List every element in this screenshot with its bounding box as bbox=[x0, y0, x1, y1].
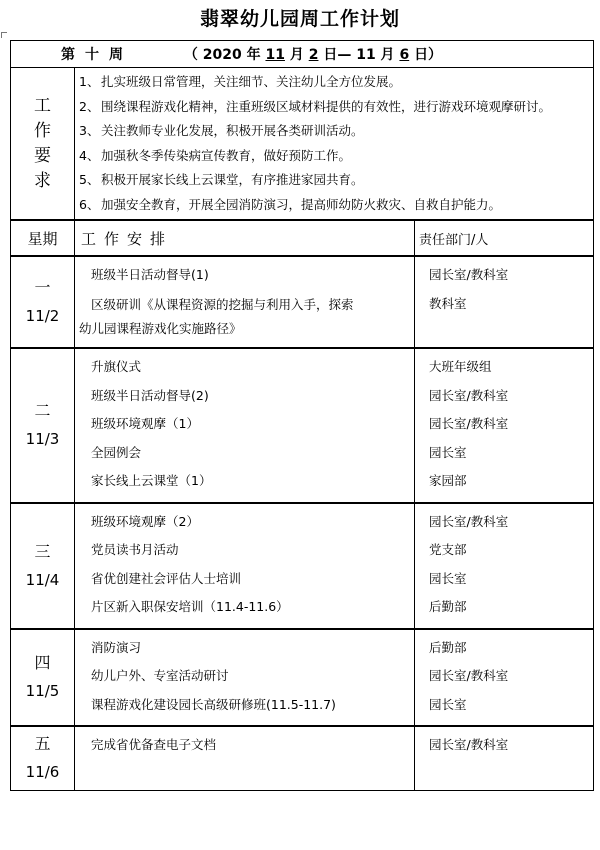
day-cell bbox=[11, 256, 75, 348]
date-month-start: 11 bbox=[265, 47, 285, 63]
week-row bbox=[11, 41, 594, 68]
date-year-char: 年 bbox=[246, 47, 261, 63]
corner-mark bbox=[1, 32, 7, 38]
date-close: 日） bbox=[414, 47, 443, 63]
dept-item: 后勤部 bbox=[429, 599, 467, 614]
task-item bbox=[79, 382, 412, 411]
requirement-text: 围绕课程游戏化精神，注重班级区域材料提供的有效性，进行游戏环境观摩研讨。 bbox=[101, 98, 552, 114]
schedule-header-row bbox=[11, 220, 594, 256]
day-row bbox=[11, 629, 594, 727]
day-cell bbox=[11, 726, 75, 790]
requirement-text: 积极开展家长线上云课堂，有序推进家园共育。 bbox=[101, 172, 364, 187]
tasks-cell bbox=[75, 629, 415, 727]
dept-item: 园长室 bbox=[429, 444, 467, 460]
dept-cell bbox=[415, 726, 594, 790]
requirement-number: 4、 bbox=[79, 147, 100, 163]
task-text: 班级半日活动督导(2) bbox=[91, 387, 209, 403]
task-text: 完成省优备查电子文档 bbox=[91, 737, 217, 752]
task-item bbox=[79, 662, 412, 691]
req-label-char: 求 bbox=[34, 170, 51, 191]
task-text: 片区新入职保安培训（11.4-11.6） bbox=[91, 599, 289, 614]
task-item bbox=[79, 353, 412, 382]
task-item bbox=[79, 565, 412, 594]
day-row bbox=[11, 503, 594, 629]
requirement-number: 1、 bbox=[79, 74, 100, 89]
task-item bbox=[79, 290, 412, 341]
requirement-item bbox=[79, 119, 589, 144]
date-year: 2020 bbox=[202, 47, 242, 63]
day-date: 11/2 bbox=[25, 307, 60, 325]
requirement-item bbox=[79, 193, 589, 218]
day-cell bbox=[11, 348, 75, 503]
task-text: 班级环境观摩（2） bbox=[91, 513, 199, 529]
tasks-cell bbox=[75, 256, 415, 348]
dept-item: 后勤部 bbox=[429, 639, 467, 655]
task-text-continued: 幼儿园课程游戏化实施路径》 bbox=[79, 320, 242, 336]
requirements-label bbox=[11, 68, 75, 221]
task-text: 党员读书月活动 bbox=[91, 542, 179, 557]
task-text: 升旗仪式 bbox=[91, 359, 142, 374]
requirement-item bbox=[79, 70, 589, 95]
task-item bbox=[79, 410, 412, 439]
day-row bbox=[11, 256, 594, 348]
tasks-cell bbox=[75, 503, 415, 629]
dept-cell bbox=[415, 256, 594, 348]
header-dept: 责任部门/人 bbox=[415, 220, 594, 256]
task-text: 消防演习 bbox=[91, 639, 142, 655]
date-month-char: 月 bbox=[289, 47, 304, 63]
dept-item: 教科室 bbox=[429, 295, 467, 311]
dept-cell bbox=[415, 503, 594, 629]
dept-item: 家园部 bbox=[429, 473, 467, 488]
dept-item: 园长室/教科室 bbox=[429, 416, 509, 431]
task-item bbox=[79, 508, 412, 537]
day-date: 11/3 bbox=[25, 430, 60, 449]
weekday-label: 四 bbox=[34, 653, 51, 673]
day-date: 11/6 bbox=[25, 763, 60, 782]
header-tasks: 工作安排 bbox=[75, 220, 415, 256]
day-cell bbox=[11, 629, 75, 727]
task-text: 课程游戏化建设园长高级研修班(11.5-11.7) bbox=[91, 696, 336, 712]
day-cell bbox=[11, 503, 75, 629]
task-item bbox=[79, 731, 412, 760]
schedule-body bbox=[11, 256, 594, 790]
date-month-end: 11 bbox=[356, 47, 376, 63]
dept-item: 园长室 bbox=[429, 696, 467, 712]
task-text: 区级研训《从课程资源的挖掘与利用入手，探索 bbox=[91, 296, 354, 312]
date-day-start: 2 bbox=[308, 47, 319, 63]
tasks-cell bbox=[75, 348, 415, 503]
requirement-number: 3、 bbox=[79, 123, 100, 138]
task-item bbox=[79, 634, 412, 663]
task-item bbox=[79, 536, 412, 565]
req-label-char: 要 bbox=[34, 145, 51, 166]
requirement-number: 6、 bbox=[79, 196, 100, 212]
requirement-text: 扎实班级日常管理，关注细节、关注幼儿全方位发展。 bbox=[101, 74, 402, 89]
task-item bbox=[79, 593, 412, 622]
day-row bbox=[11, 348, 594, 503]
task-text: 家长线上云课堂（1） bbox=[91, 473, 212, 488]
page-title: 翡翠幼儿园周工作计划 bbox=[199, 8, 400, 30]
dept-item: 园长室/教科室 bbox=[429, 267, 509, 282]
task-item bbox=[79, 467, 412, 496]
day-date: 11/5 bbox=[25, 682, 60, 701]
weekday-label: 三 bbox=[34, 541, 51, 561]
requirement-item bbox=[79, 144, 589, 169]
weekday-label: 五 bbox=[34, 734, 51, 754]
date-dash: 日— bbox=[323, 47, 352, 63]
task-item bbox=[79, 261, 412, 290]
task-text: 班级环境观摩（1） bbox=[91, 416, 199, 431]
task-text: 省优创建社会评估人士培训 bbox=[91, 570, 242, 586]
requirement-number: 5、 bbox=[79, 172, 100, 187]
weekday-label: 二 bbox=[34, 401, 51, 421]
requirement-text: 加强秋冬季传染病宣传教育，做好预防工作。 bbox=[101, 147, 352, 163]
tasks-cell bbox=[75, 726, 415, 790]
task-text: 幼儿户外、专室活动研讨 bbox=[91, 668, 229, 683]
req-label-char: 作 bbox=[34, 120, 51, 141]
day-row bbox=[11, 726, 594, 790]
dept-item: 党支部 bbox=[429, 542, 467, 557]
date-open: （ bbox=[183, 47, 198, 63]
week-date-range: （ 2020 年 11 月 2 日— 11 月 6 日） bbox=[183, 47, 443, 63]
dept-item: 园长室/教科室 bbox=[429, 737, 509, 752]
week-label: 第十周 bbox=[61, 47, 133, 63]
date-day-end: 6 bbox=[399, 47, 410, 63]
requirement-item bbox=[79, 168, 589, 193]
req-label-char: 工 bbox=[34, 95, 51, 116]
dept-item: 大班年级组 bbox=[429, 359, 492, 374]
requirements-row bbox=[11, 68, 594, 221]
requirement-item bbox=[79, 95, 589, 120]
dept-item: 园长室/教科室 bbox=[429, 668, 509, 683]
task-text: 全园例会 bbox=[91, 444, 142, 460]
weekday-label: 一 bbox=[34, 278, 51, 297]
dept-item: 园长室 bbox=[429, 570, 467, 586]
requirements-list bbox=[75, 68, 594, 221]
task-item bbox=[79, 691, 412, 720]
dept-cell bbox=[415, 629, 594, 727]
dept-cell bbox=[415, 348, 594, 503]
requirement-text: 加强安全教育，开展全园消防演习，提高师幼防火救灾、自救自护能力。 bbox=[101, 196, 502, 212]
requirement-number: 2、 bbox=[79, 98, 100, 114]
week-cell bbox=[11, 41, 594, 68]
task-text: 班级半日活动督导(1) bbox=[91, 267, 209, 282]
dept-item: 园长室/教科室 bbox=[429, 513, 509, 529]
dept-item: 园长室/教科室 bbox=[429, 387, 509, 403]
day-date: 11/4 bbox=[25, 570, 60, 589]
task-item bbox=[79, 439, 412, 468]
requirement-text: 关注教师专业化发展，积极开展各类研训活动。 bbox=[101, 123, 364, 138]
header-day: 星期 bbox=[11, 220, 75, 256]
weekly-plan-table bbox=[10, 40, 594, 791]
